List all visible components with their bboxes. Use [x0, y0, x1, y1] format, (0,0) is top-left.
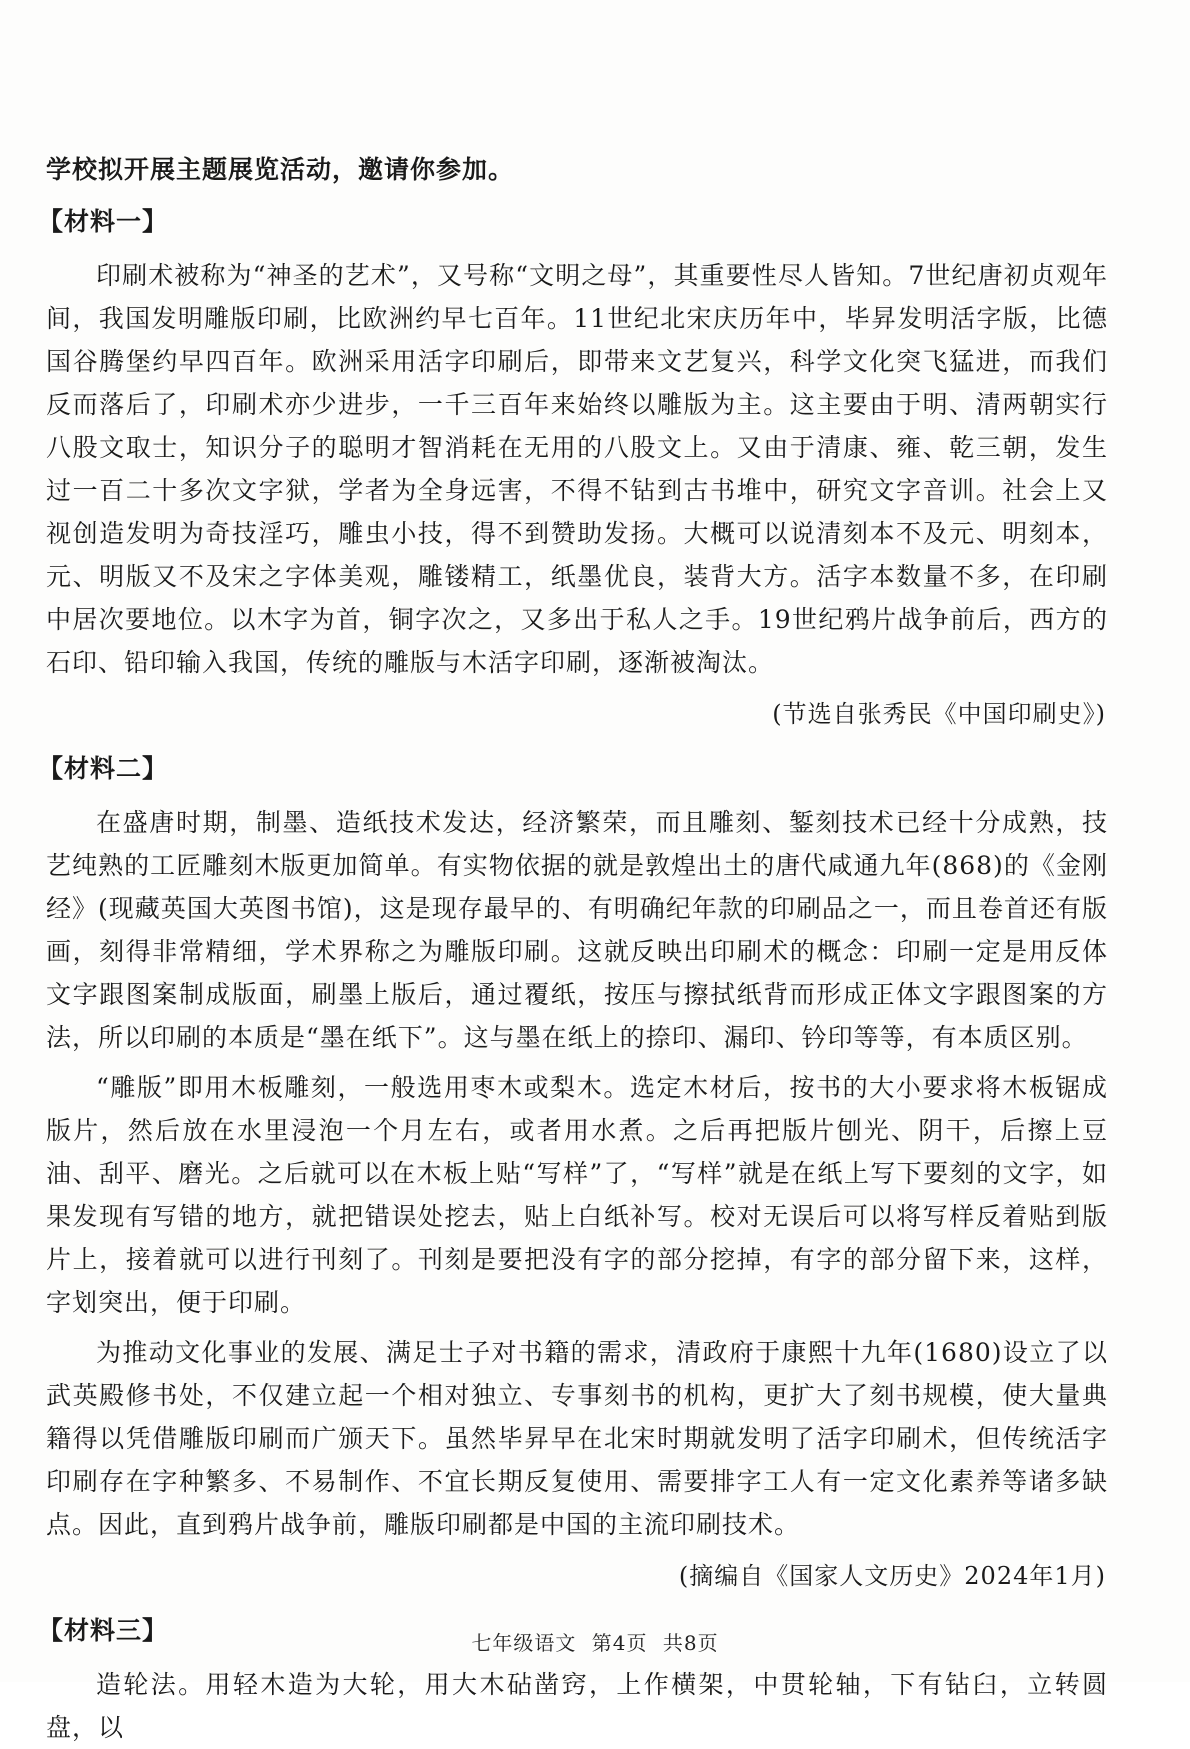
material-three-heading: 【材料三】 [38, 1616, 169, 1645]
material-three-paragraph: 造轮法。用轻木造为大轮，用大木砧凿窍，上作横架，中贯轮轴，下有钻臼，立转圆盘，以 [46, 1670, 1108, 1742]
page-content [38, 148, 1108, 1749]
material-one-paragraph: 印刷术被称为“神圣的艺术”，又号称“文明之母”，其重要性尽人皆知。7世纪唐初贞观年间，我国发明雕版印刷，比欧洲约早七百年。11世纪北宋庆历年中，毕昇发明活字版，比德国谷腾堡约早四百年。欧洲采用活字印刷后，即带来文艺复兴，科学文化突飞猛进，而我们反而落后了，印刷术亦少进步，一千三百年来始终以雕版为主。这主要由于明、清两朝实行八股文取士，知识分子的聪明才智消耗在无用的八股文上。又由于清康、雍、乾三朝，发生过一百二十多次文字狱，学者为全身远害，不得不钻到古书堆中，研究文字音训。社会上又视创造发明为奇技淫巧，雕虫小技，得不到赞助发扬。大概可以说清刻本不及元、明刻本，元、明版又不及宋之字体美观，雕镂精工，纸墨优良，装背大方。活字本数量不多，在印刷中居次要地位。以木字为首，铜字次之，又多出于私人之手。19世纪鸦片战争前后，西方的石印、铅印输入我国，传统的雕版与木活字印刷，逐渐被淘汰。 [46, 261, 1108, 677]
footer-page-number: 第4页 [591, 1631, 648, 1655]
material-one-source: (节选自张秀民《中国印刷史》) [772, 700, 1106, 728]
page-footer [0, 1627, 1190, 1656]
material-two-paragraph-2: “雕版”即用木板雕刻，一般选用枣木或梨木。选定木材后，按书的大小要求将木板锯成版片，然后放在水里浸泡一个月左右，或者用水煮。之后再把版片刨光、阴干，后擦上豆油、刮平、磨光。之后就可以在木板上贴“写样”了，“写样”就是在纸上写下要刻的文字，如果发现有写错的地方，就把错误处挖去，贴上白纸补写。校对无误后可以将写样反着贴到版片上，接着就可以进行刊刻了。刊刻是要把没有字的部分挖掉，有字的部分留下来，这样，字划突出，便于印刷。 [46, 1073, 1108, 1317]
intro-text: 学校拟开展主题展览活动，邀请你参加。 [46, 155, 515, 184]
footer-total-pages: 共8页 [662, 1631, 719, 1655]
material-two-paragraph-3: 为推动文化事业的发展、满足士子对书籍的需求，清政府于康熙十九年(1680)设立了以武英殿修书处，不仅建立起一个相对独立、专事刻书的机构，更扩大了刻书规模，使大量典籍得以凭借雕版印刷而广颁天下。虽然毕昇早在北宋时期就发明了活字印刷术，但传统活字印刷存在字种繁多、不易制作、不宜长期反复使用、需要排字工人有一定文化素养等诸多缺点。因此，直到鸦片战争前，雕版印刷都是中国的主流印刷技术。 [46, 1338, 1108, 1539]
material-two-source: (摘编自《国家人文历史》2024年1月) [678, 1562, 1106, 1590]
footer-grade-subject: 七年级语文 [471, 1631, 577, 1655]
material-two [38, 747, 1108, 1598]
material-one [38, 200, 1108, 736]
material-one-heading: 【材料一】 [38, 207, 169, 236]
material-two-paragraph-1: 在盛唐时期，制墨、造纸技术发达，经济繁荣，而且雕刻、錾刻技术已经十分成熟，技艺纯熟的工匠雕刻木版更加简单。有实物依据的就是敦煌出土的唐代咸通九年(868)的《金刚经》(现藏英国大英图书馆)，这是现存最早的、有明确纪年款的印刷品之一，而且卷首还有版画，刻得非常精细，学术界称之为雕版印刷。这就反映出印刷术的概念：印刷一定是用反体文字跟图案制成版面，刷墨上版后，通过覆纸，按压与擦拭纸背而形成正体文字跟图案的方法，所以印刷的本质是“墨在纸下”。这与墨在纸上的捺印、漏印、钤印等等，有本质区别。 [46, 808, 1108, 1052]
material-two-heading: 【材料二】 [38, 754, 169, 783]
